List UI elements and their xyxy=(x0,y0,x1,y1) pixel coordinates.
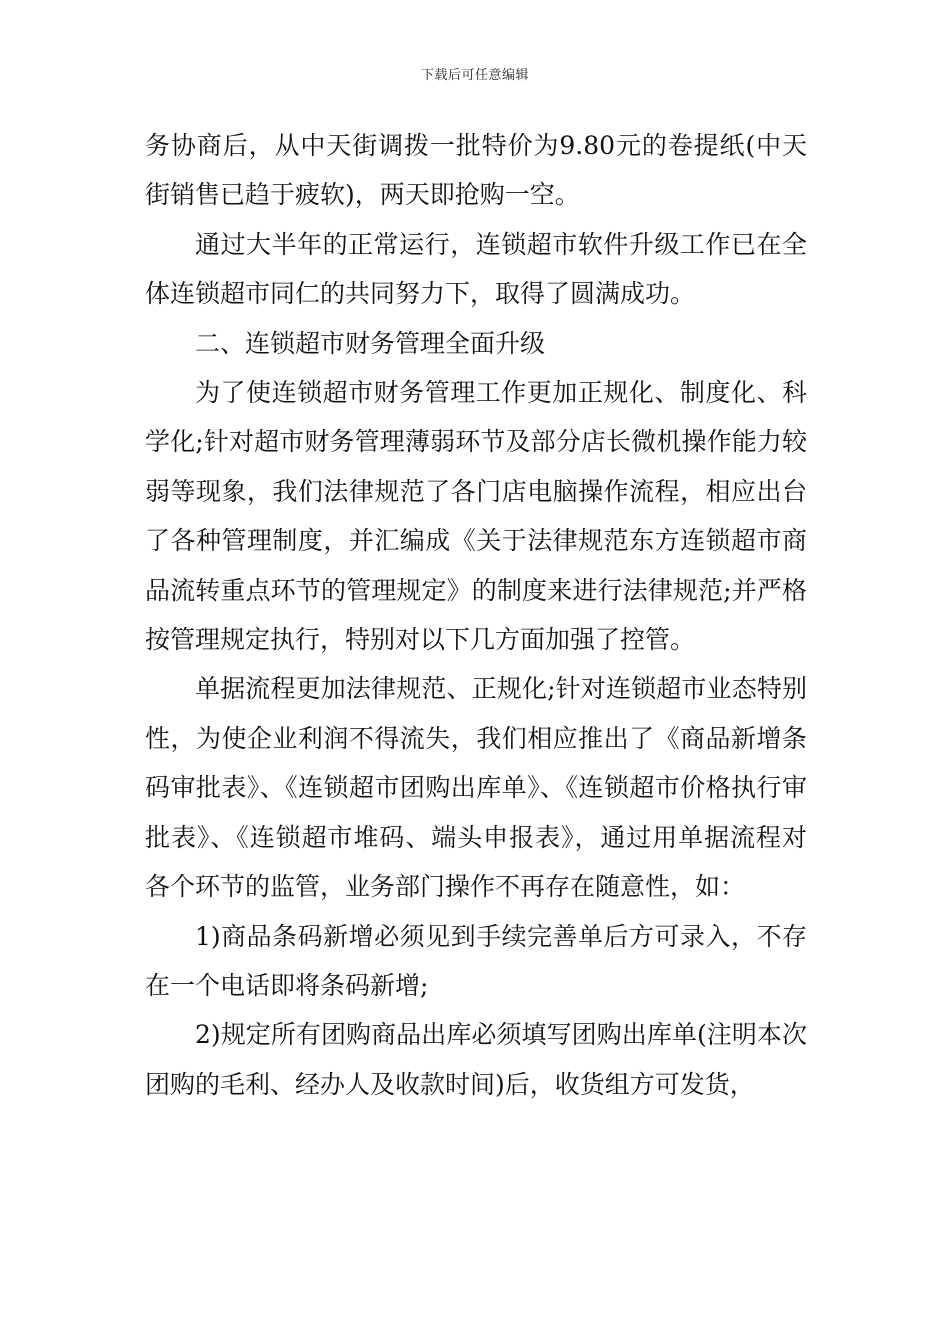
paragraph-4: 单据流程更加法律规范、正规化;针对连锁超市业态特别性，为使企业利润不得流失，我们相应推出了《商品新增条码审批表》、《连锁超市团购出库单》、《连锁超市价格执行审批表》、《连锁超市堆码、端头申报表》，通过用单据流程对各个环节的监管，业务部门操作不再存在随意性，如： xyxy=(145,674,807,902)
page-header: 下载后可任意编辑 xyxy=(420,68,529,83)
paragraph-2: 通过大半年的正常运行，连锁超市软件升级工作已在全体连锁超市同仁的共同努力下，取得了圆满成功。 xyxy=(145,229,807,309)
document-body xyxy=(145,121,807,1109)
list-item-2: 2)规定所有团购商品出库必须填写团购出库单(注明本次团购的毛利、经办人及收款时间)后，收货组方可发货， xyxy=(145,1020,807,1099)
list-item-1: 1)商品条码新增必须见到手续完善单后方可录入，不存在一个电话即将条码新增; xyxy=(145,921,807,1000)
paragraph-3: 为了使连锁超市财务管理工作更加正规化、制度化、科学化;针对超市财务管理薄弱环节及部分店长微机操作能力较弱等现象，我们法律规范了各门店电脑操作流程，相应出台了各种管理制度，并汇编成《关于法律规范东方连锁超市商品流转重点环节的管理规定》的制度来进行法律规范;并严格按管理规定执行，特别对以下几方面加强了控管。 xyxy=(145,378,807,655)
section-heading: 二、连锁超市财务管理全面升级 xyxy=(195,328,546,358)
paragraph-1: 务协商后，从中天街调拨一批特价为9.80元的卷提纸(中天街销售已趋于疲软)，两天即抢购一空。 xyxy=(145,131,807,210)
